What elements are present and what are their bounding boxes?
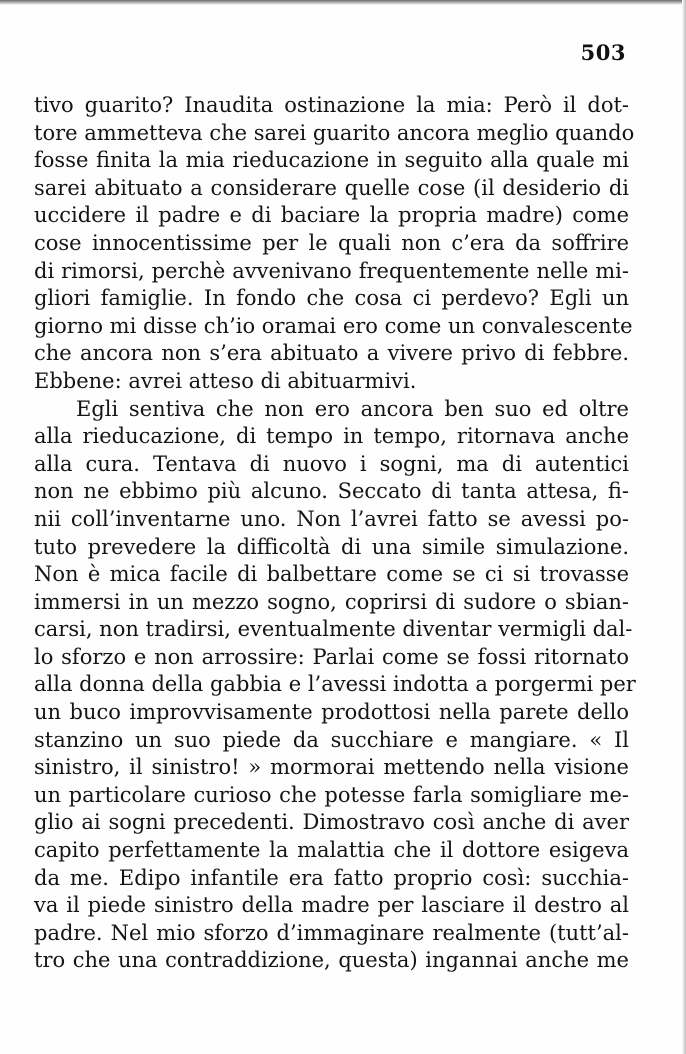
text-line: uccidere il padre e di baciare la propria madre) come — [34, 203, 629, 228]
page-right-shadow — [682, 0, 686, 1054]
paragraph — [34, 92, 635, 396]
text-line: fosse finita la mia rieducazione in seguito alla quale mi — [34, 148, 629, 173]
text-line: alla rieducazione, di tempo in tempo, ritornava anche — [34, 424, 629, 449]
text-line: glio ai sogni precedenti. Dimostravo così anche di aver — [34, 810, 629, 835]
text-line: tivo guarito? Inaudita ostinazione la mia: Però il dot- — [34, 93, 629, 117]
text-line: non ne ebbimo più alcuno. Seccato di tanta attesa, fi- — [34, 479, 629, 504]
text-line: sarei abituato a considerare quelle cose (il desiderio di — [34, 175, 629, 200]
page-number: 503 — [580, 40, 626, 65]
text-line: padre. Nel mio sforzo d’immaginare realmente (tutt’al- — [34, 920, 629, 945]
body-text — [34, 92, 636, 1003]
text-line: Egli sentiva che non ero ancora ben suo ed oltre — [76, 396, 629, 421]
page-top-shadow — [0, 0, 686, 5]
text-line: lo sforzo e non arrossire: Parlai come se fossi ritornato — [34, 644, 629, 669]
text-line: da me. Edipo infantile era fatto proprio così: succhia- — [34, 865, 629, 890]
text-line: carsi, non tradirsi, eventualmente diventar vermigli dal- — [34, 617, 633, 642]
text-line: giorno mi disse ch’io oramai ero come un convalescente — [34, 313, 633, 338]
text-line — [34, 975, 629, 1003]
text-line: Non è mica facile di balbettare come se ci si trovasse — [34, 562, 629, 587]
text-line: alla donna della gabbia e l’avessi indotta a porgermi per — [34, 672, 636, 697]
text-line: stanzino un suo piede da succhiare e mangiare. « Il — [34, 727, 629, 752]
text-line: sinistro, il sinistro! » mormorai mettendo nella visione — [34, 755, 629, 780]
text-line: gliori famiglie. In fondo che cosa ci perdevo? Egli un — [34, 286, 629, 311]
text-line: tuto prevedere la difficoltà di una simile simulazione. — [34, 534, 629, 559]
text-line: cose innocentissime per le quali non c’era da soffrire — [34, 230, 629, 255]
text-line: Ebbene: avrei atteso di abituarmivi. — [34, 368, 417, 393]
text-line: nii coll’inventarne uno. Non l’avrei fatto se avessi po- — [34, 506, 629, 531]
text-line: un buco improvvisamente prodottosi nella parete dello — [34, 700, 629, 725]
text-line: va il piede sinistro della madre per lasciare il destro al — [34, 893, 629, 918]
text-line: tro che una contraddizione, questa) ingannai anche me — [34, 948, 629, 973]
text-line: un particolare curioso che potesse farla somigliare me- — [34, 782, 629, 807]
text-line: che ancora non s’era abituato a vivere privo di febbre. — [34, 341, 629, 366]
text-line: tore ammetteva che sarei guarito ancora meglio quando — [34, 120, 635, 145]
paragraph — [34, 396, 636, 1003]
text-line: immersi in un mezzo sogno, coprirsi di sudore o sbian- — [34, 589, 629, 614]
text-line: capito perfettamente la malattia che il dottore esigeva — [34, 838, 629, 863]
text-line: alla cura. Tentava di nuovo i sogni, ma di autentici — [34, 451, 629, 476]
text-line: di rimorsi, perchè avvenivano frequentemente nelle mi- — [34, 258, 629, 283]
